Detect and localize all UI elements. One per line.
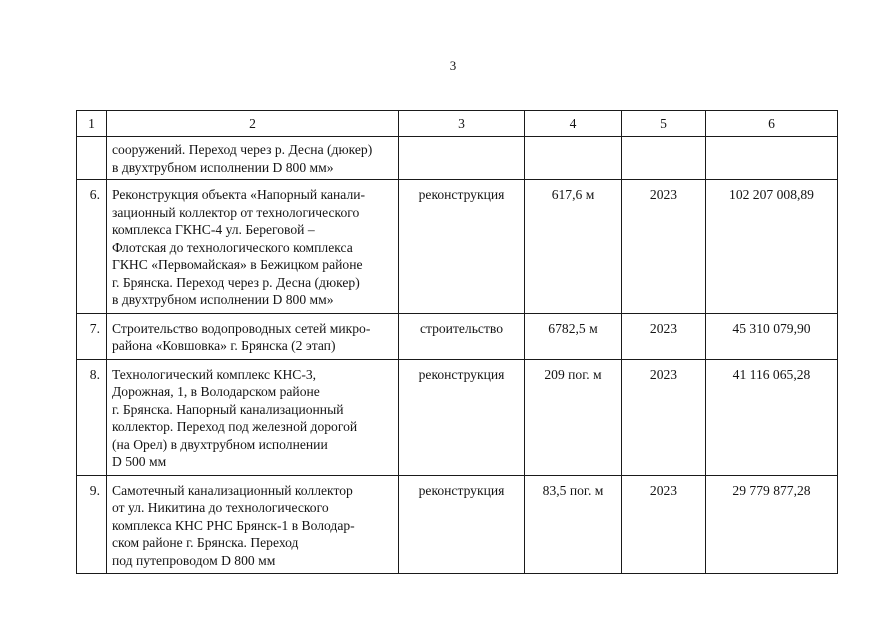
column-header-5: 5	[622, 111, 706, 137]
table-header-row	[77, 111, 838, 137]
row-number: 6.	[77, 180, 107, 314]
quantity-cell	[525, 137, 622, 180]
column-header-1: 1	[77, 111, 107, 137]
object-name-cell	[107, 475, 399, 574]
object-name-cell	[107, 359, 399, 475]
row-number: 8.	[77, 359, 107, 475]
object-name-line: ГКНС «Первомайская» в Бежицком районе	[112, 257, 363, 272]
row-number-cell	[77, 137, 107, 180]
object-name-line: от ул. Никитина до технологического	[112, 500, 329, 515]
work-type: реконструкция	[399, 180, 525, 314]
object-name-line: D 500 мм	[112, 454, 167, 469]
year: 2023	[622, 313, 706, 359]
cost: 41 116 065,28	[706, 359, 838, 475]
object-name-line: коллектор. Переход под железной дорогой	[112, 419, 358, 434]
object-name-line: комплекса ГКНС-4 ул. Береговой –	[112, 222, 315, 237]
object-name-cell	[107, 313, 399, 359]
work-type-cell	[399, 137, 525, 180]
column-header-4: 4	[525, 111, 622, 137]
table-row	[77, 359, 838, 475]
year: 2023	[622, 475, 706, 574]
object-name-line: Строительство водопроводных сетей микро-	[112, 320, 371, 336]
object-name-cell	[107, 137, 399, 180]
work-type: реконструкция	[399, 359, 525, 475]
row-number: 7.	[77, 313, 107, 359]
quantity: 209 пог. м	[525, 359, 622, 475]
column-header-2: 2	[107, 111, 399, 137]
work-type: реконструкция	[399, 475, 525, 574]
object-name-line: в двухтрубном исполнении D 800 мм»	[112, 159, 334, 175]
object-name-line: Реконструкция объекта «Напорный канали-	[112, 187, 366, 202]
table-row	[77, 313, 838, 359]
row-number: 9.	[77, 475, 107, 574]
object-name-line: Самотечный канализационный коллектор	[112, 482, 353, 498]
object-name-line: района «Ковшовка» г. Брянска (2 этап)	[112, 338, 336, 353]
quantity: 6782,5 м	[525, 313, 622, 359]
column-header-3: 3	[399, 111, 525, 137]
table-row	[77, 475, 838, 574]
object-name-line: ском районе г. Брянска. Переход	[112, 535, 299, 550]
object-name-line: г. Брянска. Переход через р. Десна (дюкер)	[112, 274, 360, 290]
object-name-line: в двухтрубном исполнении D 800 мм»	[112, 292, 334, 307]
object-name-line: Дорожная, 1, в Володарском районе	[112, 384, 320, 399]
object-name-line: зационный коллектор от технологического	[112, 204, 360, 220]
object-name-cell	[107, 180, 399, 314]
cost: 45 310 079,90	[706, 313, 838, 359]
projects-table	[76, 110, 838, 574]
work-type: строительство	[399, 313, 525, 359]
quantity: 617,6 м	[525, 180, 622, 314]
table-row-continuation	[77, 137, 838, 180]
page-number: 3	[449, 58, 457, 73]
object-name-line: комплекса КНС РНС Брянск-1 в Володар-	[112, 517, 355, 533]
quantity: 83,5 пог. м	[525, 475, 622, 574]
year-cell	[622, 137, 706, 180]
object-name-line: под путепроводом D 800 мм	[112, 552, 276, 568]
object-name-line: (на Орел) в двухтрубном исполнении	[112, 436, 328, 452]
column-header-6: 6	[706, 111, 838, 137]
year: 2023	[622, 359, 706, 475]
cost: 29 779 877,28	[706, 475, 838, 574]
cost: 102 207 008,89	[706, 180, 838, 314]
object-name-line: г. Брянска. Напорный канализационный	[112, 401, 344, 417]
cost-cell	[706, 137, 838, 180]
table-row	[77, 180, 838, 314]
object-name-line: сооружений. Переход через р. Десна (дюкер)	[112, 142, 373, 157]
object-name-line: Флотская до технологического комплекса	[112, 239, 353, 255]
year: 2023	[622, 180, 706, 314]
object-name-line: Технологический комплекс КНС-3,	[112, 366, 317, 382]
